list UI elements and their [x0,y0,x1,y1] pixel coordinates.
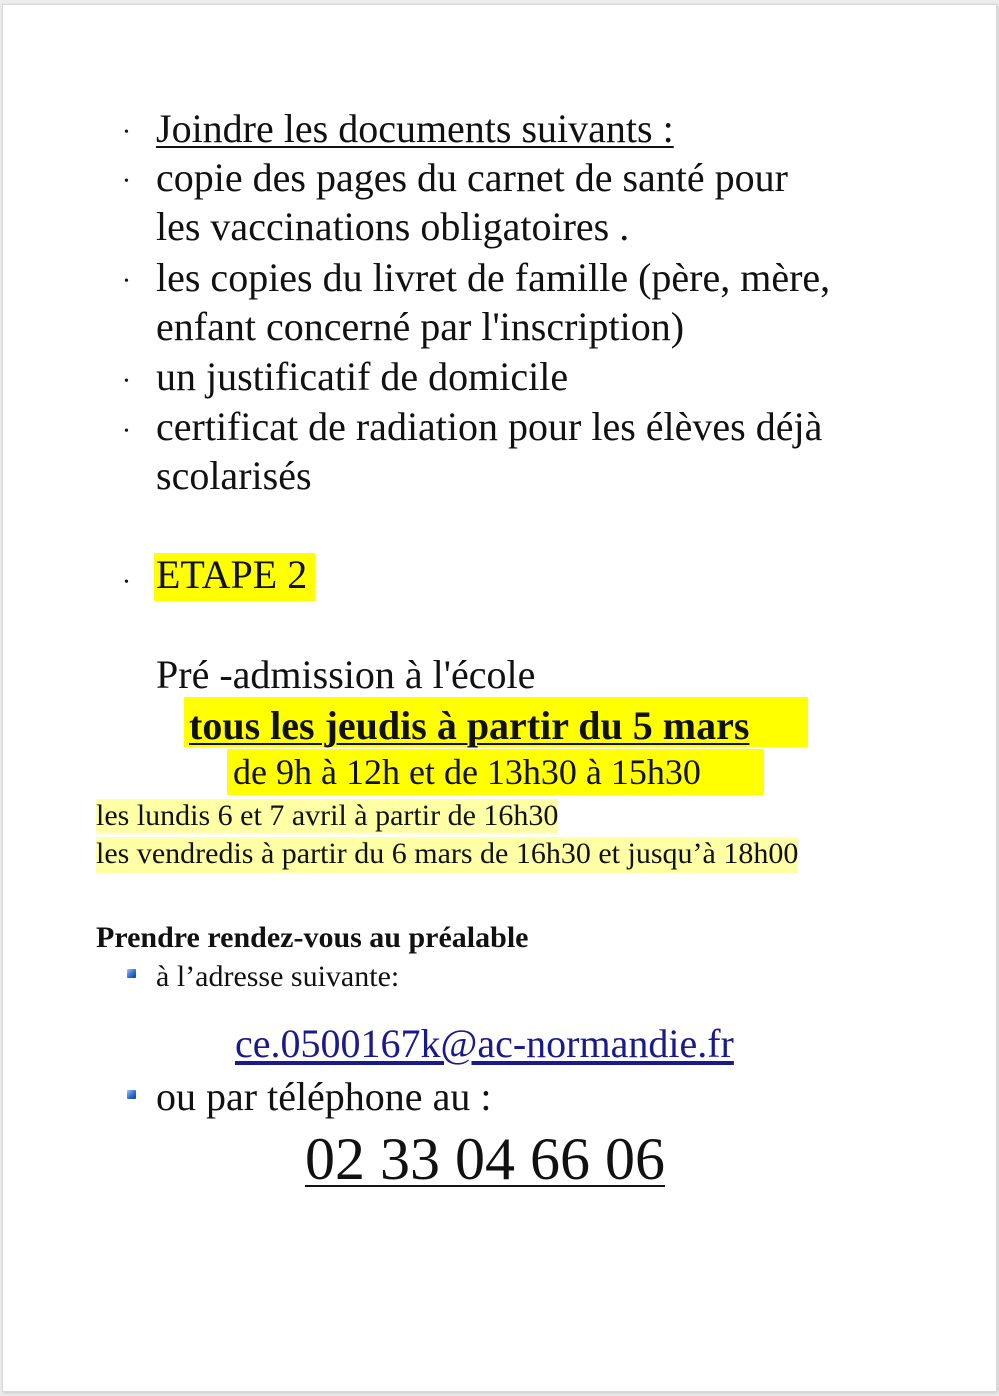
document-item-4-line-2: scolarisés [156,453,312,498]
phone-number: 02 33 04 66 06 [305,1126,665,1192]
etape-hours: de 9h à 12h et de 13h30 à 15h30 [233,752,701,792]
mondays-text: les lundis 6 et 7 avril à partir de 16h30 [96,799,559,832]
document-item-1-line-2: les vaccinations obligatoires . [156,204,630,249]
document-page [2,4,997,1392]
contact-heading: Prendre rendez-vous au préalable [96,921,529,954]
email-link[interactable]: ce.0500167k@ac-normandie.fr [235,1021,734,1066]
etape-days: tous les jeudis à partir du 5 mars [189,703,750,748]
document-item-3-line-1: un justificatif de domicile [156,354,569,399]
square-bullet-icon [127,1090,136,1099]
bullet: • [124,575,129,590]
document-item-4-line-1: certificat de radiation pour les élèves déjà [156,404,823,449]
bullet: • [124,125,129,140]
address-label: à l’adresse suivante: [156,960,400,993]
document-item-2-line-2: enfant concerné par l'inscription) [156,304,685,349]
bullet: • [124,274,129,289]
phone-label: ou par téléphone au : [156,1074,492,1119]
bullet: • [124,424,129,439]
square-bullet-icon [127,969,136,978]
etape-subtitle: Pré -admission à l'école [156,652,536,697]
document-item-2-line-1: les copies du livret de famille (père, mère, [156,255,831,300]
bullet: • [124,174,129,189]
document-item-1-line-1: copie des pages du carnet de santé pour [156,155,788,200]
fridays-text: les vendredis à partir du 6 mars de 16h30 et jusqu’à 18h00 [96,837,798,873]
bullet: • [124,374,129,389]
documents-heading: Joindre les documents suivants : [156,106,674,151]
etape-label: ETAPE 2 [154,553,315,601]
